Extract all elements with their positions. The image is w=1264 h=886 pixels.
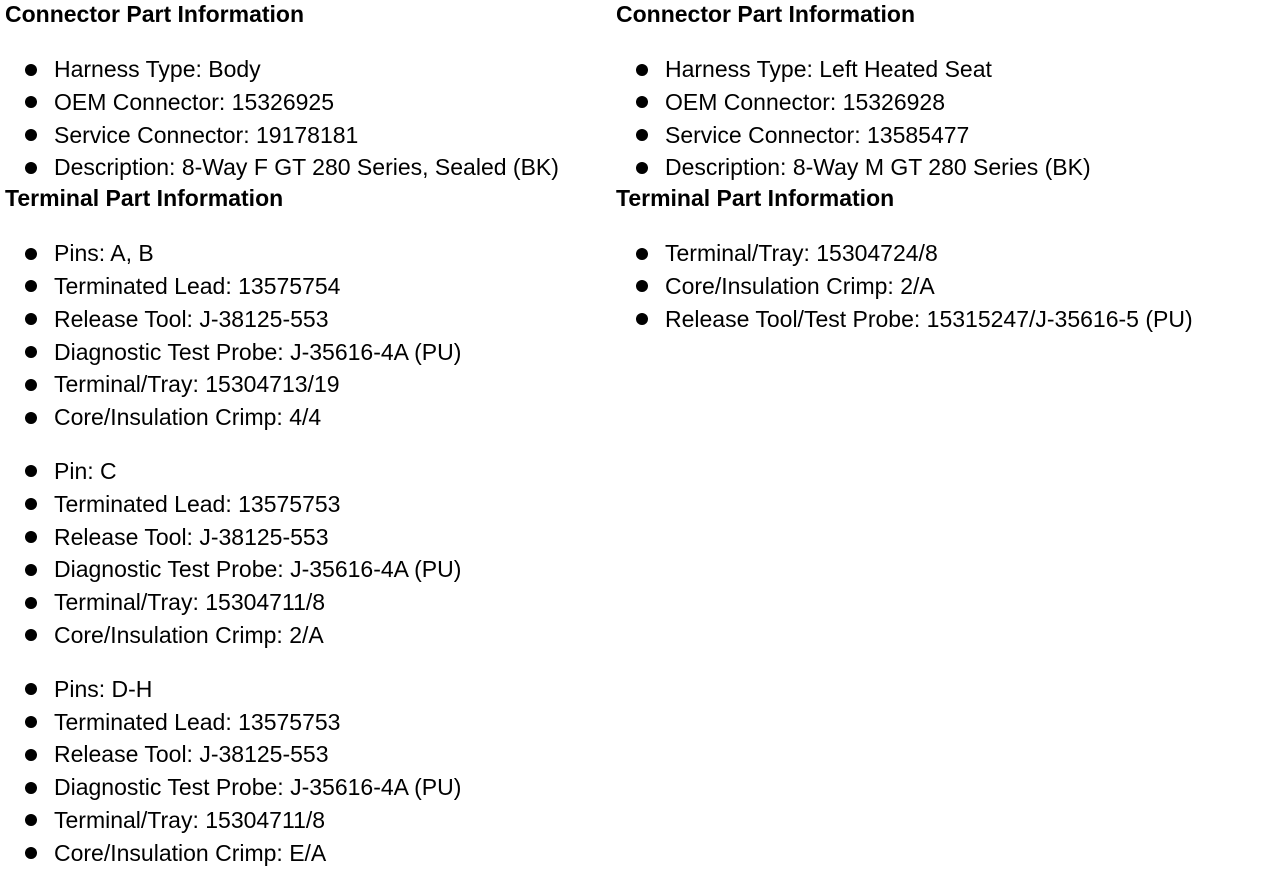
- bullet-icon: [25, 597, 37, 609]
- list-item: [5, 401, 610, 434]
- item-text: Terminal/Tray: 15304711/8: [54, 589, 326, 616]
- list-item: [5, 270, 610, 303]
- list-item: [5, 804, 610, 837]
- terminal-group-pin-c: [5, 455, 610, 652]
- list-item: [5, 368, 610, 401]
- bullet-icon: [25, 749, 37, 761]
- bullet-icon: [636, 162, 648, 174]
- list-item: [5, 455, 610, 488]
- item-text: Core/Insulation Crimp: E/A: [54, 839, 327, 866]
- list-item: [5, 303, 610, 336]
- list-item: [5, 619, 610, 652]
- item-text: Service Connector: 19178181: [54, 121, 359, 148]
- list-item: [5, 119, 610, 152]
- item-text: Pin: C: [54, 457, 117, 484]
- bullet-icon: [25, 498, 37, 510]
- item-text: OEM Connector: 15326928: [665, 88, 946, 115]
- list-item: [5, 771, 610, 804]
- list-item: [5, 488, 610, 521]
- item-text: Pins: D-H: [54, 675, 153, 702]
- list-item: [5, 673, 610, 706]
- bullet-icon: [25, 346, 37, 358]
- item-text: Terminated Lead: 13575753: [54, 708, 341, 735]
- bullet-icon: [25, 531, 37, 543]
- bullet-icon: [25, 564, 37, 576]
- list-item: [5, 86, 610, 119]
- list-item: [616, 270, 1256, 303]
- list-item: [5, 553, 610, 586]
- list-item: [5, 53, 610, 86]
- bullet-icon: [636, 64, 648, 76]
- bullet-icon: [25, 280, 37, 292]
- item-text: Core/Insulation Crimp: 2/A: [665, 272, 935, 299]
- bullet-icon: [25, 162, 37, 174]
- bullet-icon: [25, 782, 37, 794]
- terminal-part-heading: Terminal Part Information: [5, 185, 284, 212]
- list-item: [616, 86, 1256, 119]
- item-text: Diagnostic Test Probe: J-35616-4A (PU): [54, 774, 462, 801]
- list-item: [616, 119, 1256, 152]
- list-item: [5, 336, 610, 369]
- terminal-part-heading: Terminal Part Information: [616, 185, 895, 212]
- terminal-group-pins-a-b: [5, 237, 610, 434]
- item-text: Harness Type: Body: [54, 56, 261, 82]
- terminal-group-pins-d-h: [5, 673, 610, 870]
- connector-info-list: [5, 53, 610, 184]
- list-item: [5, 237, 610, 270]
- connector-part-heading: Connector Part Information: [5, 1, 305, 27]
- connector-part-heading: Connector Part Information: [616, 1, 916, 27]
- bullet-icon: [636, 313, 648, 325]
- item-text: OEM Connector: 15326925: [54, 88, 335, 115]
- item-text: Pins: A, B: [54, 240, 154, 267]
- list-item: [5, 837, 610, 870]
- item-text: Core/Insulation Crimp: 2/A: [54, 621, 324, 648]
- item-text: Diagnostic Test Probe: J-35616-4A (PU): [54, 338, 462, 365]
- item-text: Release Tool: J-38125-553: [54, 741, 329, 768]
- item-text: Release Tool/Test Probe: 15315247/J-35616-5 (PU): [665, 305, 1193, 332]
- list-item: [616, 303, 1256, 336]
- bullet-icon: [25, 716, 37, 728]
- terminal-group: [616, 237, 1256, 335]
- item-text: Terminated Lead: 13575753: [54, 490, 341, 517]
- item-text: Terminated Lead: 13575754: [54, 272, 341, 299]
- list-item: [616, 237, 1256, 270]
- bullet-icon: [636, 248, 648, 260]
- bullet-icon: [25, 412, 37, 424]
- bullet-icon: [25, 814, 37, 826]
- bullet-icon: [25, 248, 37, 260]
- list-item: [616, 53, 1256, 86]
- bullet-icon: [25, 64, 37, 76]
- list-item: [5, 521, 610, 554]
- bullet-icon: [25, 683, 37, 695]
- list-item: [5, 706, 610, 739]
- list-item: [5, 151, 610, 184]
- bullet-icon: [25, 465, 37, 477]
- list-item: [5, 738, 610, 771]
- right-connector-column: [616, 0, 1256, 336]
- list-item: [616, 151, 1256, 184]
- item-text: Core/Insulation Crimp: 4/4: [54, 404, 322, 431]
- list-item: [5, 586, 610, 619]
- bullet-icon: [25, 629, 37, 641]
- item-text: Description: 8-Way M GT 280 Series (BK): [665, 154, 1091, 181]
- item-text: Terminal/Tray: 15304724/8: [665, 240, 938, 267]
- item-text: Release Tool: J-38125-553: [54, 523, 329, 550]
- connector-info-list: [616, 53, 1256, 184]
- bullet-icon: [636, 129, 648, 141]
- bullet-icon: [25, 313, 37, 325]
- item-text: Terminal/Tray: 15304713/19: [54, 371, 340, 398]
- item-text: Terminal/Tray: 15304711/8: [54, 806, 326, 833]
- bullet-icon: [25, 129, 37, 141]
- left-connector-column: [5, 0, 610, 870]
- item-text: Service Connector: 13585477: [665, 121, 970, 148]
- item-text: Release Tool: J-38125-553: [54, 305, 329, 332]
- bullet-icon: [25, 847, 37, 859]
- bullet-icon: [636, 96, 648, 108]
- bullet-icon: [25, 379, 37, 391]
- item-text: Diagnostic Test Probe: J-35616-4A (PU): [54, 556, 462, 583]
- item-text: Harness Type: Left Heated Seat: [665, 56, 992, 82]
- bullet-icon: [636, 280, 648, 292]
- bullet-icon: [25, 96, 37, 108]
- item-text: Description: 8-Way F GT 280 Series, Sealed (BK): [54, 154, 559, 181]
